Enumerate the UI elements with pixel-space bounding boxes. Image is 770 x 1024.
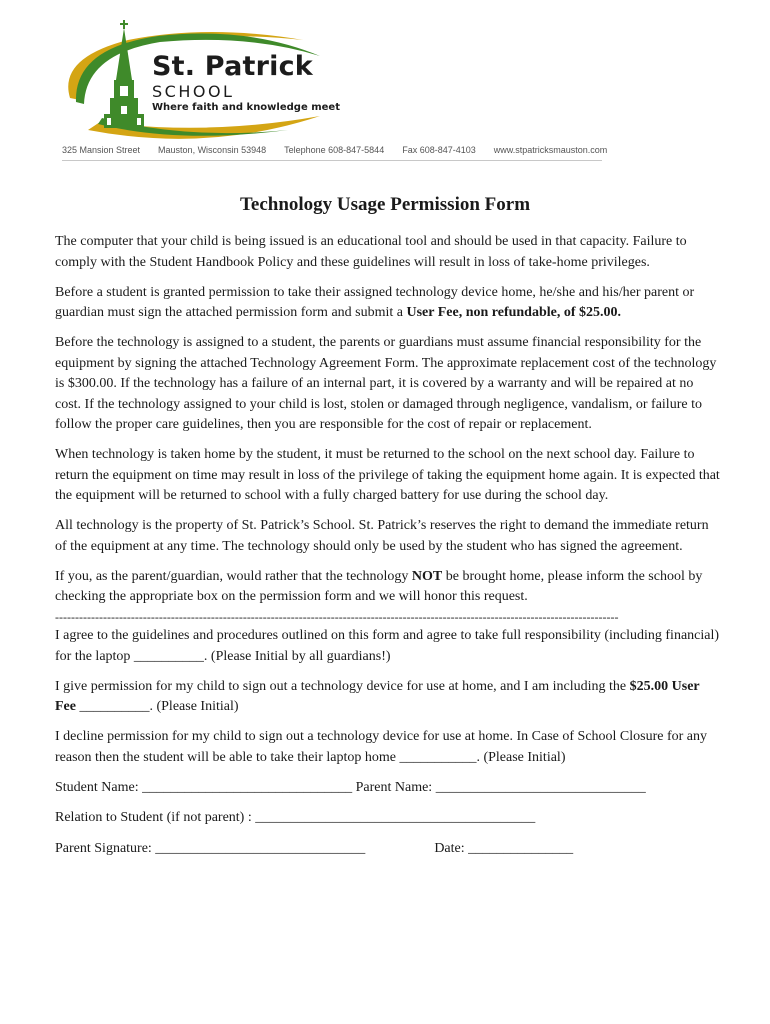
user-fee-text: Before a student is granted permission to take their assigned technology device home, he/she and his/her parent or guardian must sign the attached permission form and submit a xyxy=(55,284,695,320)
permission-statement xyxy=(55,677,720,718)
paragraph-financial-responsibility: Before the technology is assigned to a student, the parents or guardians must assume financial responsibility for the equipment by signing the attached Technology Agreement Form. The approximate replacement cost of the technology is $300.00. If the technology has a failure of an internal part, it is covered by a warranty and will be repaired at no cost. If the technology assigned to your child is lost, stolen or damaged through negligence, vandalism, or failure to follow the proper care guidelines, then you are responsible for the cost of repair or replacement. xyxy=(55,335,717,432)
address: 325 Mansion Street xyxy=(62,145,141,155)
fax: Fax 608-847-4103 xyxy=(402,145,476,155)
school-subtitle: SCHOOL xyxy=(152,82,235,101)
permission-initial: __________. (Please Initial) xyxy=(75,699,239,714)
school-tagline: Where faith and knowledge meet xyxy=(152,102,340,113)
paragraph-return-policy: When technology is taken home by the student, it must be returned to the school on the next school day. Failure to return the equipment on time may result in loss of the privilege of taking the equipment home again. It is expected that the equipment will be returned to school with a fully charged battery for use during the school day. xyxy=(55,447,720,503)
dashed-divider: --------------------------------------------------------------------------------------------------------------------------------------------- xyxy=(55,610,619,624)
paragraph-opt-out xyxy=(55,567,720,608)
form-body xyxy=(55,232,720,869)
permission-text: I give permission for my child to sign out a technology device for use at home, and I am including the xyxy=(55,678,630,694)
agreement-statement: I agree to the guidelines and procedures outlined on this form and agree to take full responsibility (including financial) for the laptop __________. (Please Initial by all guardians!) xyxy=(55,628,720,664)
paragraph-user-fee xyxy=(55,283,720,324)
city: Mauston, Wisconsin 53948 xyxy=(158,145,267,155)
student-name-field[interactable]: Student Name: ______________________________ xyxy=(55,779,353,795)
telephone: Telephone 608-847-5844 xyxy=(284,145,385,155)
opt-out-text-b: be brought home, please inform the school by checking the appropriate box on the permission form and we will honor this request. xyxy=(55,568,703,604)
opt-out-not: NOT xyxy=(411,568,443,584)
decline-statement: I decline permission for my child to sign out a technology device for use at home. In Case of School Closure for any reason then the student will be able to take their laptop home ___________. (Please Initial) xyxy=(55,729,708,765)
school-name: St. Patrick xyxy=(152,51,313,82)
name-fields-row xyxy=(55,778,720,799)
contact-divider xyxy=(62,160,602,161)
form-title: Technology Usage Permission Form xyxy=(239,194,531,215)
contact-line xyxy=(62,145,622,155)
permission-fee: $25.00 User Fee xyxy=(55,678,700,714)
parent-name-field[interactable]: Parent Name: ______________________________ xyxy=(355,779,646,795)
date-field[interactable]: Date: _______________ xyxy=(434,840,574,856)
signature-row xyxy=(55,839,720,860)
relation-field[interactable]: Relation to Student (if not parent) : ________________________________________ xyxy=(55,810,536,825)
parent-signature-field[interactable]: Parent Signature: ______________________________ xyxy=(55,840,366,856)
paragraph-purpose: The computer that your child is being issued is an educational tool and should be used in that capacity. Failure to comply with the Student Handbook Policy and these guidelines will result in loss of take-home privileges. xyxy=(55,234,687,270)
website-link[interactable]: www.stpatricksmauston.com xyxy=(493,145,608,155)
user-fee-amount: User Fee, non refundable, of $25.00. xyxy=(406,305,622,320)
opt-out-text-a: If you, as the parent/guardian, would rather that the technology xyxy=(55,568,412,584)
paragraph-property: All technology is the property of St. Patrick’s School. St. Patrick’s reserves the right to demand the immediate return of the equipment at any time. The technology should only be used by the student who has signed the agreement. xyxy=(55,518,709,554)
